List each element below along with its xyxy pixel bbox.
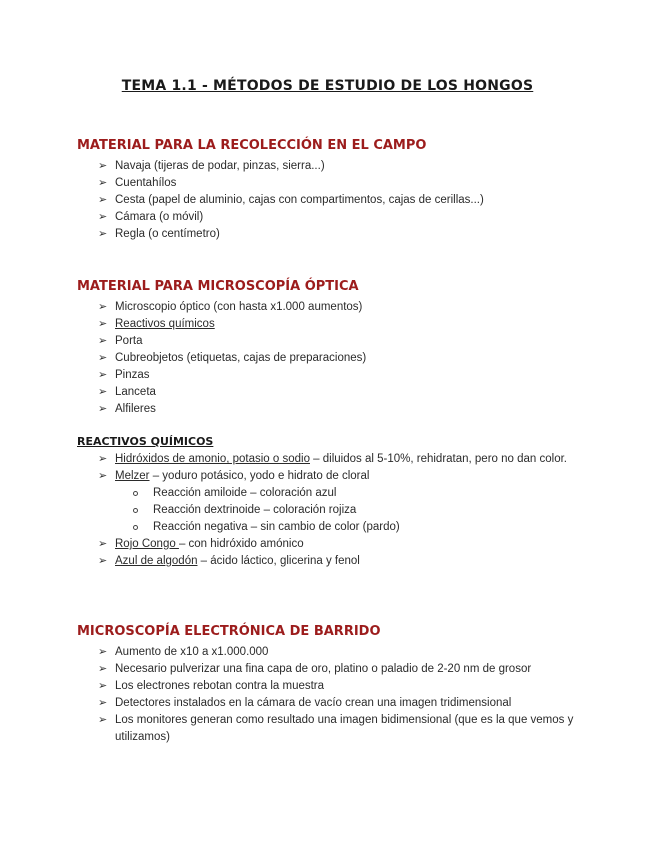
list-item: ➢ Hidróxidos de amonio, potasio o sodio – diluidos al 5-10%, rehidratan, pero no dan color. — [77, 451, 597, 468]
arrow-bullet-icon: ➢ — [98, 680, 108, 692]
section-heading-electronica: MICROSCOPÍA ELECTRÓNICA DE BARRIDO — [77, 624, 381, 639]
list-item: ➢ Pinzas — [77, 367, 597, 384]
circle-bullet-icon — [133, 508, 138, 513]
list-item: ➢ Cesta (papel de aluminio, cajas con compartimentos, cajas de cerillas...) — [77, 192, 597, 209]
list-optica — [77, 299, 597, 418]
sub-list-melzer — [115, 485, 597, 536]
sub-list-item: Reacción dextrinoide – coloración rojiza — [115, 502, 597, 519]
circle-bullet-icon — [133, 491, 138, 496]
list-item: ➢ Cámara (o móvil) — [77, 209, 597, 226]
arrow-bullet-icon: ➢ — [98, 301, 108, 313]
document-title: TEMA 1.1 - MÉTODOS DE ESTUDIO DE LOS HONGOS — [121, 78, 534, 94]
list-item: ➢ Reactivos químicos — [77, 316, 597, 333]
arrow-bullet-icon: ➢ — [98, 470, 108, 482]
sub-list-item: Reacción amiloide – coloración azul — [115, 485, 597, 502]
list-item: ➢ Azul de algodón – ácido láctico, glicerina y fenol — [77, 553, 597, 570]
list-item: ➢ Regla (o centímetro) — [77, 226, 597, 243]
list-item: ➢ Microscopio óptico (con hasta x1.000 aumentos) — [77, 299, 597, 316]
section-heading-optica: MATERIAL PARA MICROSCOPÍA ÓPTICA — [77, 279, 359, 294]
arrow-bullet-icon: ➢ — [98, 352, 108, 364]
arrow-bullet-icon: ➢ — [98, 663, 108, 675]
arrow-bullet-icon: ➢ — [98, 386, 108, 398]
list-recoleccion — [77, 158, 597, 243]
arrow-bullet-icon: ➢ — [98, 318, 108, 330]
section-recoleccion — [77, 138, 597, 243]
reactivo-term: Azul de algodón — [115, 555, 198, 567]
sub-list-item: Reacción negativa – sin cambio de color (pardo) — [115, 519, 597, 536]
arrow-bullet-icon: ➢ — [98, 160, 108, 172]
arrow-bullet-icon: ➢ — [98, 335, 108, 347]
section-electronica — [77, 624, 597, 746]
section-heading-recoleccion: MATERIAL PARA LA RECOLECCIÓN EN EL CAMPO — [77, 138, 427, 153]
arrow-bullet-icon: ➢ — [98, 555, 108, 567]
arrow-bullet-icon: ➢ — [98, 194, 108, 206]
arrow-bullet-icon: ➢ — [98, 453, 108, 465]
list-item: ➢ Navaja (tijeras de podar, pinzas, sierra...) — [77, 158, 597, 175]
list-item: ➢ Cubreobjetos (etiquetas, cajas de preparaciones) — [77, 350, 597, 367]
list-item: ➢ Aumento de x10 a x1.000.000 — [77, 644, 597, 661]
arrow-bullet-icon: ➢ — [98, 646, 108, 658]
list-reactivos — [77, 451, 597, 570]
sub-heading-reactivos: REACTIVOS QUÍMICOS — [77, 435, 214, 448]
arrow-bullet-icon: ➢ — [98, 228, 108, 240]
arrow-bullet-icon: ➢ — [98, 177, 108, 189]
list-item: ➢ Los monitores generan como resultado una imagen bidimensional (que es la que vemos y utilizamos) — [98, 714, 574, 743]
reactivo-term: Melzer — [115, 470, 150, 482]
section-reactivos — [77, 435, 597, 570]
arrow-bullet-icon: ➢ — [98, 538, 108, 550]
section-optica — [77, 279, 597, 418]
arrow-bullet-icon: ➢ — [98, 211, 108, 223]
list-item: ➢ Detectores instalados en la cámara de vacío crean una imagen tridimensional — [77, 695, 597, 712]
arrow-bullet-icon: ➢ — [98, 369, 108, 381]
reactivo-term: Hidróxidos de amonio, potasio o sodio — [115, 453, 310, 465]
list-item: ➢ Melzer – yoduro potásico, yodo e hidrato de cloral Reacción amiloide – coloración azul Reacción dextrinoide – coloración rojiza Reacción negativa – sin cambio de color (pardo) — [77, 468, 597, 536]
list-item: ➢ Rojo Congo – con hidróxido amónico — [77, 536, 597, 553]
list-item: ➢ Cuentahílos — [77, 175, 597, 192]
list-item: ➢ Alfileres — [77, 401, 597, 418]
list-item: ➢ Los electrones rebotan contra la muestra — [77, 678, 597, 695]
arrow-bullet-icon: ➢ — [98, 697, 108, 709]
list-electronica — [77, 644, 597, 746]
list-item: ➢ Necesario pulverizar una fina capa de oro, platino o paladio de 2-20 nm de grosor — [77, 661, 597, 678]
arrow-bullet-icon: ➢ — [98, 714, 108, 726]
list-item: ➢ Lanceta — [77, 384, 597, 401]
arrow-bullet-icon: ➢ — [98, 403, 108, 415]
list-item: ➢ Porta — [77, 333, 597, 350]
reactivo-term: Rojo Congo — [115, 538, 179, 550]
circle-bullet-icon — [133, 525, 138, 530]
